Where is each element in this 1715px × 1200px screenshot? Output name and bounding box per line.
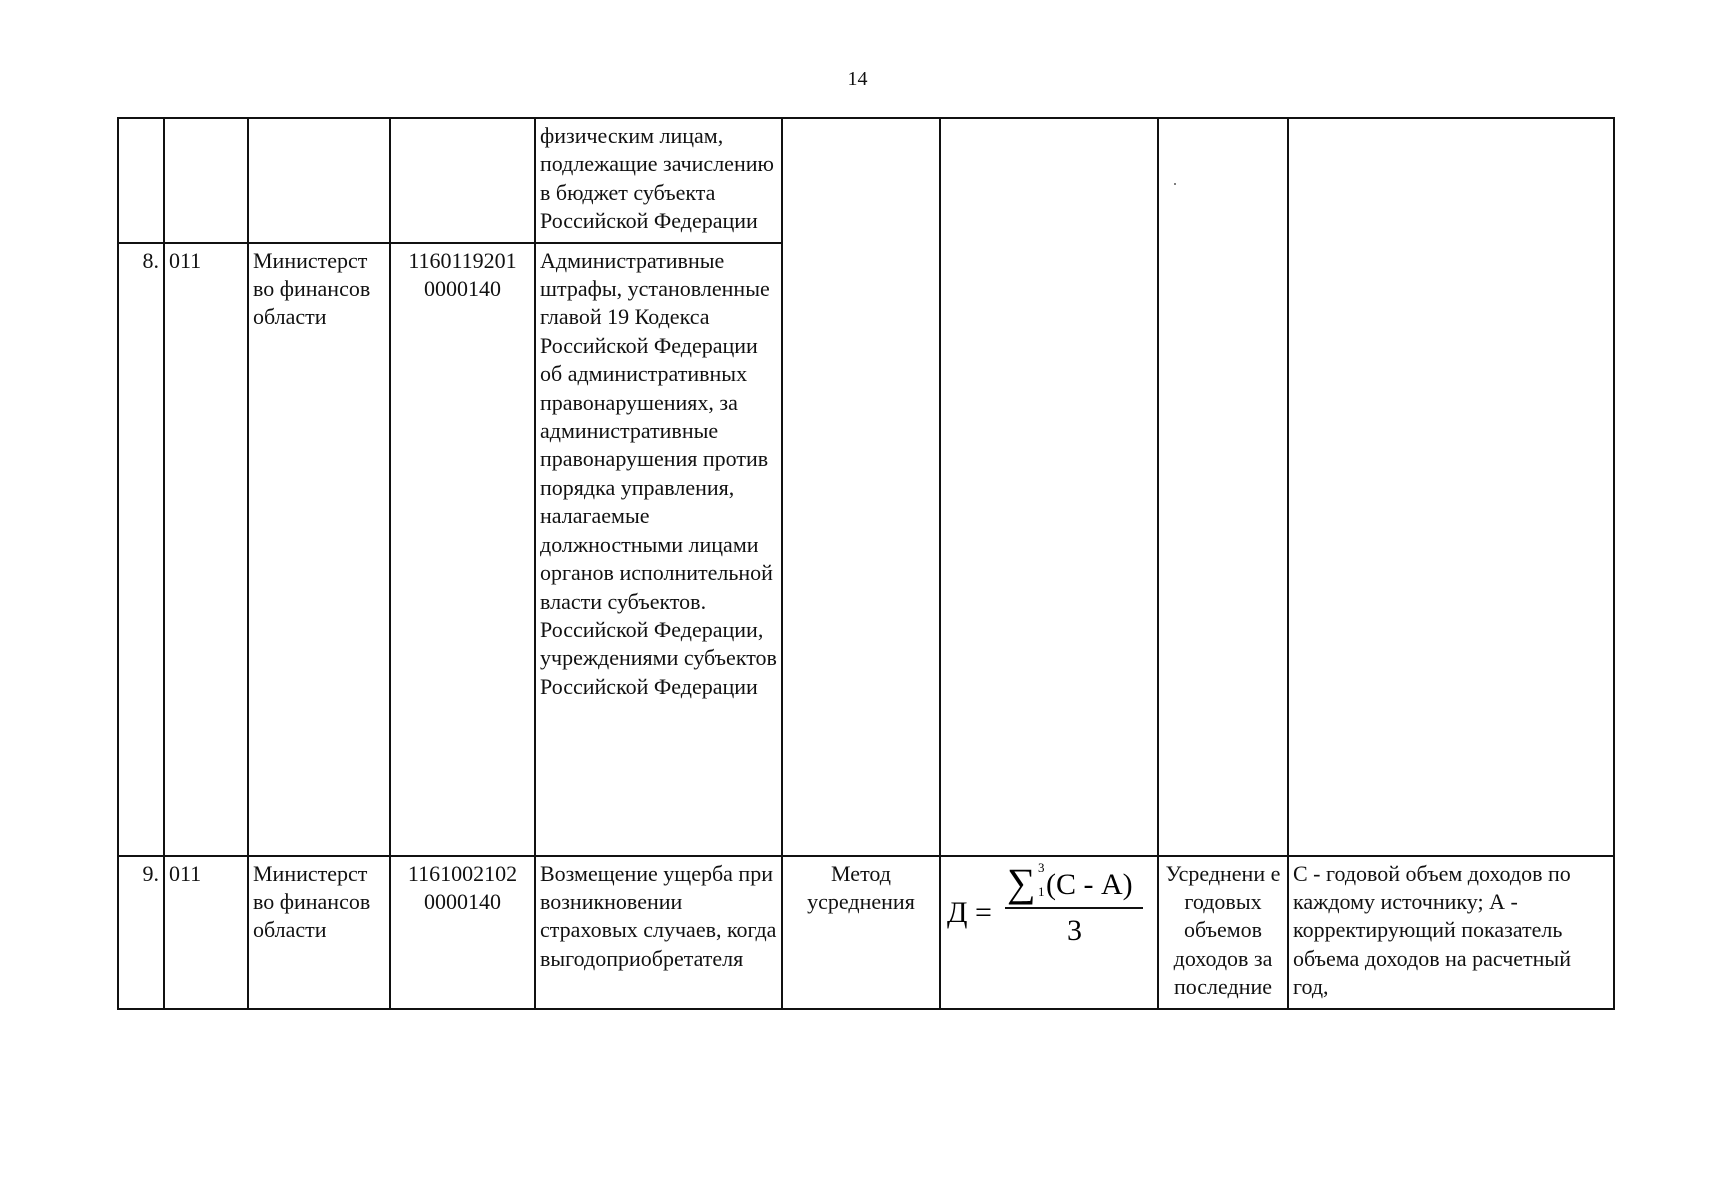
cell-org: Министерст во финансов области <box>248 856 390 1009</box>
revenue-sources-table <box>117 117 1615 1010</box>
formula-denominator: 3 <box>1067 913 1082 946</box>
table-row-9 <box>118 856 1614 1009</box>
cell-kbk: 1160119201 0000140 <box>390 243 535 856</box>
cell-method: Метод усреднения <box>782 856 940 1009</box>
cell-description: С - годовой объем доходов по каждому источнику; А - корректирующий показатель объема доходов на расчетный год, <box>1288 856 1614 1009</box>
formula-lhs: Д = <box>947 895 992 929</box>
cell-formula-merged <box>940 118 1158 856</box>
formula-sum-lower: 1 <box>1038 883 1045 899</box>
formula-sum-symbol: ∑ <box>1007 859 1036 905</box>
cell-code <box>164 118 248 243</box>
cell-num: 9. <box>118 856 164 1009</box>
page-number: 14 <box>847 68 868 90</box>
cell-name: Административные штрафы, установленные главой 19 Кодекса Российской Федерации об административных правонарушениях, за административные правонарушения против порядка управления, налагаемые должностными лицами органов исполнительной власти субъектов. Российской Федерации, учреждениями субъектов Российской Федерации <box>535 243 782 856</box>
cell-kbk: 1161002102 0000140 <box>390 856 535 1009</box>
cell-algorithm: Усреднени е годовых объемов доходов за последние <box>1158 856 1288 1009</box>
cell-code: 011 <box>164 243 248 856</box>
cell-algorithm-merged <box>1158 118 1288 856</box>
formula-numerator: (С - А) <box>1046 867 1133 901</box>
cell-kbk <box>390 118 535 243</box>
cell-name: физическим лицам, подлежащие зачислению в бюджет субъекта Российской Федерации <box>535 118 782 243</box>
cell-name: Возмещение ущерба при возникновении страховых случаев, когда выгодоприобретателя <box>535 856 782 1009</box>
cell-org <box>248 118 390 243</box>
table-row-continuation <box>118 118 1614 243</box>
cell-method-merged <box>782 118 940 856</box>
cell-org: Министерст во финансов области <box>248 243 390 856</box>
cell-num: 8. <box>118 243 164 856</box>
formula-sum-upper: 3 <box>1038 859 1045 875</box>
averaging-formula <box>945 860 1149 946</box>
cell-description-merged <box>1288 118 1614 856</box>
cell-formula <box>940 856 1158 1009</box>
cell-num <box>118 118 164 243</box>
cell-code: 011 <box>164 856 248 1009</box>
